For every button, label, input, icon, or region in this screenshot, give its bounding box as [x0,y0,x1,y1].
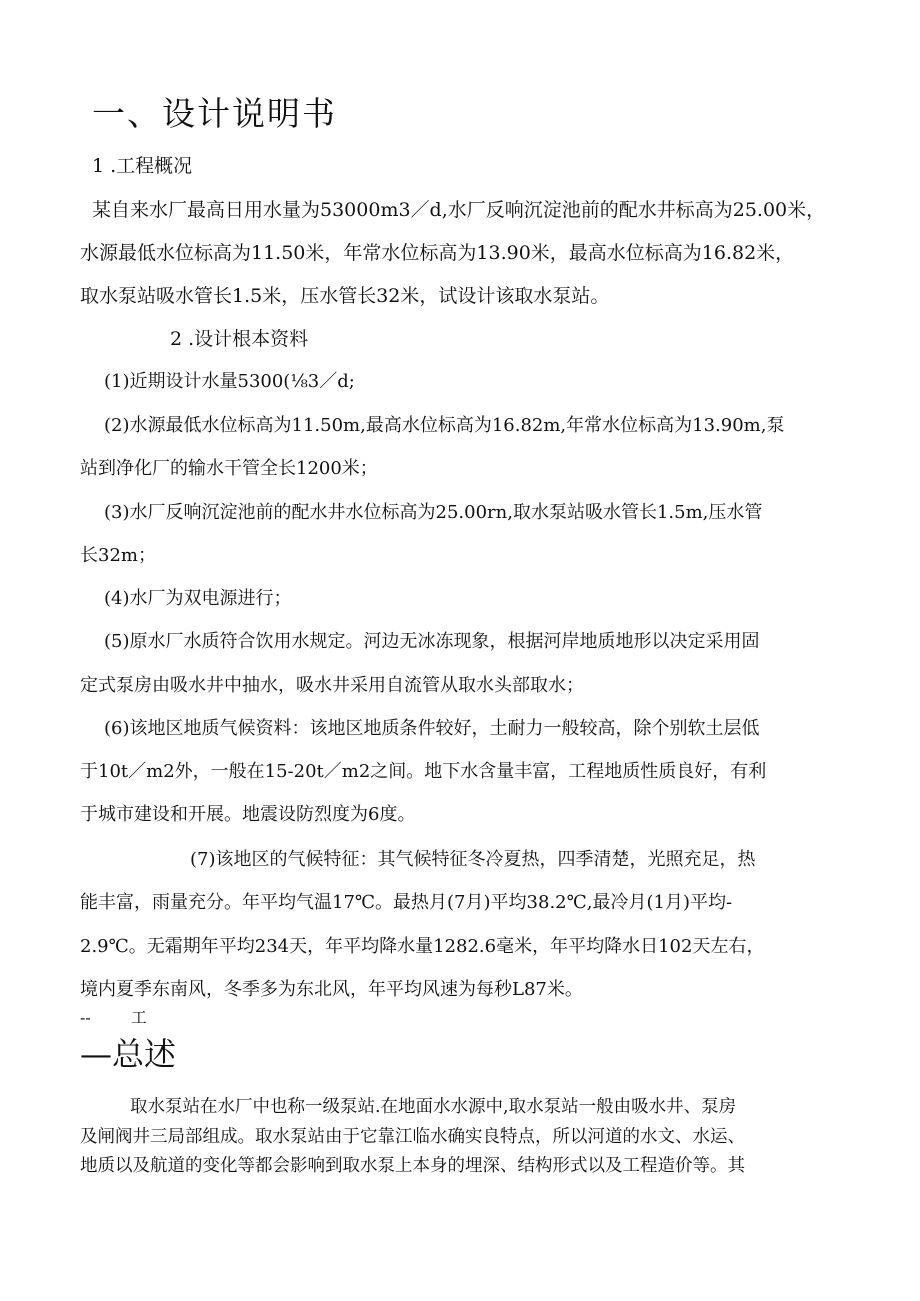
list-item-7-cont: 2.9℃。无霜期年平均234天，年平均降水量1282.6毫米，年平均降水日102天左右， [80,936,765,957]
list-item-2: (2)水源最低水位标高为11.50m,最高水位标高为16.82m,年常水位标高为13.90m,泵 [104,415,785,436]
list-item-7-cont: 能丰富，雨量充分。年平均气温17℃。最热月(7月)平均38.2℃,最冷月(1月)平均- [80,892,733,913]
list-item-6-cont: 于城市建设和开展。地震设防烈度为6度。 [80,804,416,825]
stray-char: 工 [130,1008,147,1027]
list-item-4: (4)水厂为双电源进行； [104,588,292,609]
list-item-6: (6)该地区地质气候资料：该地区地质条件较好，土耐力一般较高，除个别软土层低 [104,718,760,739]
list-item-7-cont: 境内夏季东南风，冬季多为东北风，年平均风速为每秒L87米。 [80,979,583,1000]
list-item-2-cont: 站到净化厂的输水干管全长1200米； [80,458,378,479]
section-title-design-spec: 一、设计说明书 [92,94,337,133]
stray-marks [80,1006,147,1030]
subsection-heading-overview: 1 .工程概况 [92,155,193,177]
paragraph-line: 某自来水厂最高日用水量为53000m3／d,水厂反响沉淀池前的配水井标高为25.00米， [92,199,826,221]
paragraph-line: 地质以及航道的变化等都会影响到取水泵上本身的埋深、结构形式以及工程造价等。其 [80,1156,745,1176]
list-item-1: (1)近期设计水量5300(⅛3／d; [104,371,355,392]
list-item-3: (3)水厂反响沉淀池前的配水井水位标高为25.00rn,取水泵站吸水管长1.5m,压水管 [104,502,763,523]
list-item-5: (5)原水厂水质符合饮用水规定。河边无冰冻现象，根据河岸地质地形以决定采用固 [104,631,760,652]
list-item-5-cont: 定式泵房由吸水井中抽水，吸水井采用自流管从取水头部取水； [80,675,584,696]
list-item-7: (7)该地区的气候特征：其气候特征冬冷夏热，四季清楚，光照充足，热 [190,849,756,870]
section-title-overview: —总述 [80,1035,177,1073]
paragraph-line: 及闸阀井三局部组成。取水泵站由于它靠江临水确实良特点，所以河道的水文、水运、 [80,1127,745,1147]
paragraph-line: 取水泵站吸水管长1.5米，压水管长32米，试设计该取水泵站。 [80,285,610,307]
paragraph-line: 取水泵站在水厂中也称一级泵站.在地面水水源中,取水泵站一般由吸水井、泵房 [130,1097,737,1117]
list-item-3-cont: 长32m； [80,545,156,566]
subsection-heading-basic-data: 2 .设计根本资料 [170,328,309,350]
list-item-6-cont: 于10t／m2外，一般在15-20t／m2之间。地下水含量丰富，工程地质性质良好，有利 [80,761,767,782]
stray-dashes: -- [80,1008,91,1027]
paragraph-line: 水源最低水位标高为11.50米，年常水位标高为13.90米，最高水位标高为16.82米， [80,242,795,264]
